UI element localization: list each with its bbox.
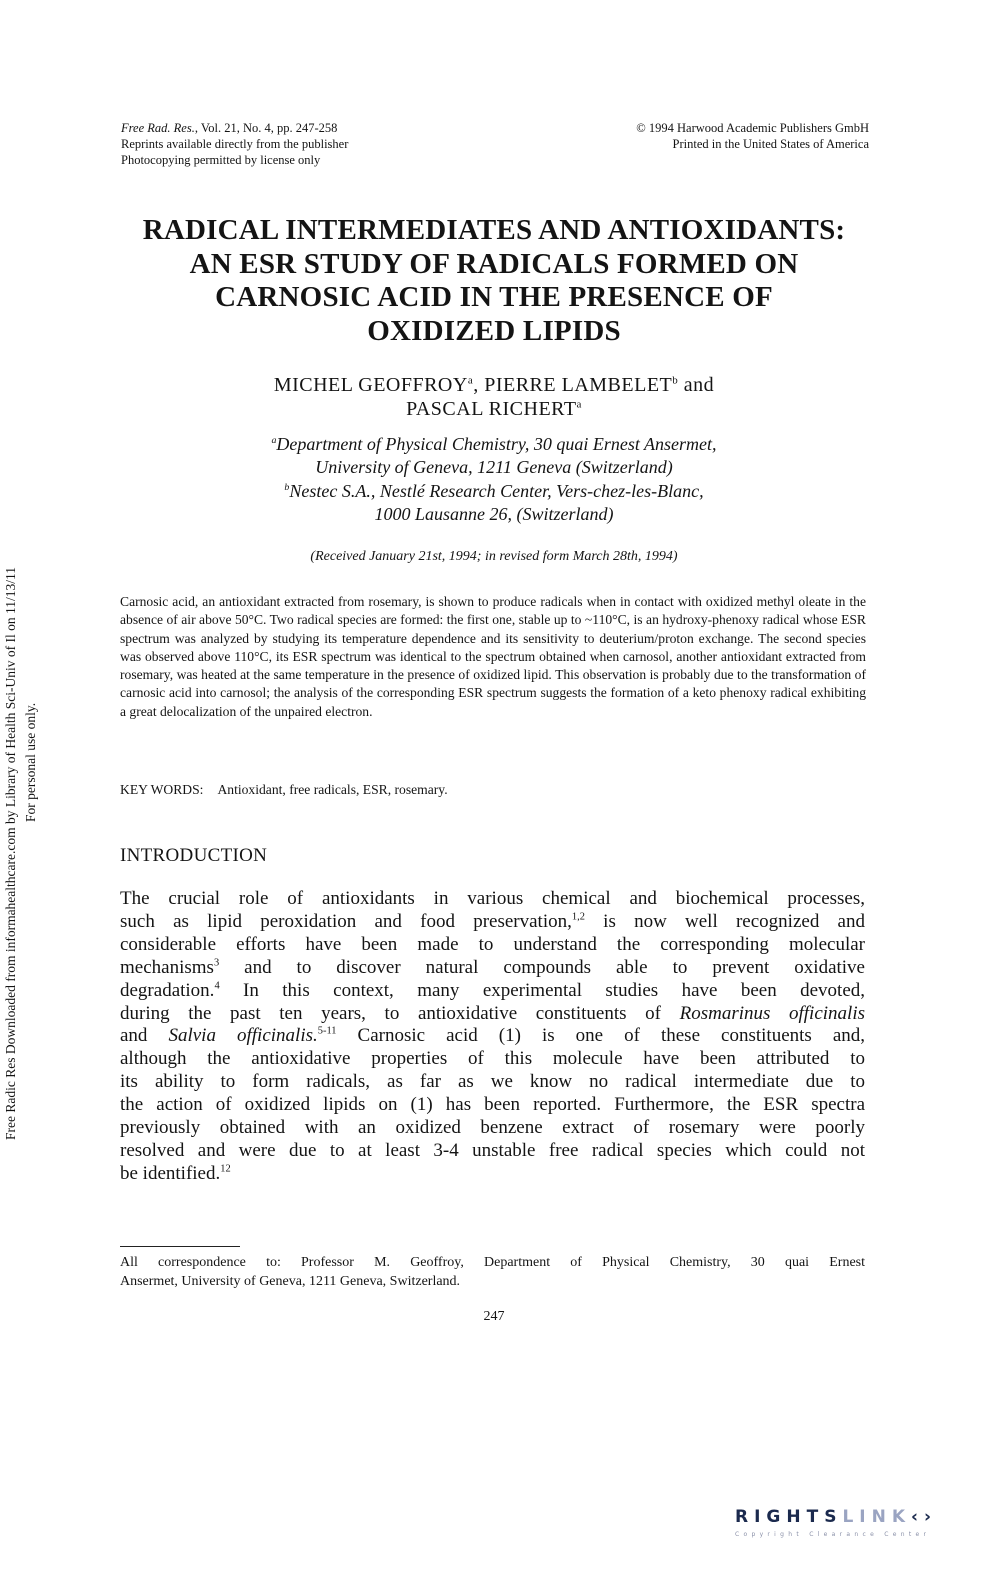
text-run: and [120, 1025, 169, 1047]
section-heading: INTRODUCTION [120, 845, 268, 866]
affil-mark: a [271, 435, 277, 446]
header-right [540, 120, 869, 152]
citation [121, 120, 541, 136]
author-name: MICHEL GEOFFROY [273, 374, 468, 396]
species-name: Rosmarinus officinalis [679, 1002, 865, 1024]
body-line: considerable efforts have been made to understand the corresponding molecular [120, 933, 865, 955]
copyright-notice: © 1994 Harwood Academic Publishers GmbH [636, 121, 869, 135]
affiliation-a-cont: University of Geneva, 1211 Geneva (Switzerland) [315, 457, 673, 478]
keywords-value: Antioxidant, free radicals, ESR, rosemary. [217, 782, 448, 797]
affiliations [100, 433, 888, 526]
body-line: the action of oxidized lipids on (1) has been reported. Furthermore, the ESR spectra [120, 1094, 865, 1116]
rightslink-logo[interactable] [735, 1507, 970, 1547]
citation-ref: 3 [213, 957, 220, 969]
body-line [120, 957, 865, 980]
footnote-line: All correspondence to: Professor M. Geoffroy, Department of Physical Chemistry, 30 quai Ernest [120, 1255, 865, 1270]
text-run: such as lipid peroxidation and food preservation, [120, 910, 572, 932]
reprints-note: Reprints available directly from the publisher [121, 137, 349, 151]
photocopying-note: Photocopying permitted by license only [121, 153, 321, 167]
correspondence-footnote [120, 1253, 865, 1291]
footnote-line: Ansermet, University of Geneva, 1211 Geneva, Switzerland. [120, 1274, 461, 1289]
logo-part: LINK [842, 1507, 911, 1527]
received-dates: (Received January 21st, 1994; in revised form March 28th, 1994) [310, 549, 678, 564]
logo-arrows-icon: ‹› [911, 1507, 938, 1527]
body-line [120, 1003, 865, 1026]
body-line: although the antioxidative properties of this molecule have been attributed to [120, 1048, 865, 1070]
body-line [120, 980, 865, 1003]
header-left [121, 120, 541, 168]
affiliation-a [100, 433, 888, 456]
page-number: 247 [483, 1309, 505, 1324]
text-run: Carnosic acid (1) is one of these constituents and, [336, 1025, 866, 1047]
author-list [100, 373, 888, 421]
body-line: The crucial role of antioxidants in various chemical and biochemical processes, [120, 888, 865, 909]
species-name: Salvia officinalis. [168, 1025, 318, 1047]
citation-ref: 12 [220, 1163, 231, 1175]
watermark-line: For personal use only. [23, 702, 38, 822]
title-line: RADICAL INTERMEDIATES AND ANTIOXIDANTS: [142, 214, 846, 246]
body-line [120, 1163, 865, 1186]
authors-line-2 [100, 397, 888, 421]
text-run: mechanisms [120, 956, 214, 978]
author-name: , PIERRE LAMBELET [473, 374, 673, 396]
journal-name: Free Rad. Res. [121, 121, 195, 135]
watermark-line: Free Radic Res Downloaded from informahealthcare.com by Library of Health Sci-Univ of Il on 11/13/11 [3, 567, 18, 1140]
body-line: previously obtained with an oxidized benzene extract of rosemary were poorly [120, 1117, 865, 1139]
keywords [120, 781, 448, 799]
printed-notice: Printed in the United States of America [672, 137, 869, 151]
body-line [120, 1025, 865, 1048]
author-name: PASCAL RICHERT [406, 398, 577, 420]
title-line: AN ESR STUDY OF RADICALS FORMED ON [189, 247, 799, 280]
affiliation-text: Department of Physical Chemistry, 30 quai Ernest Ansermet, [276, 434, 717, 454]
author-affil-mark: a [467, 374, 474, 387]
title-line: OXIDIZED LIPIDS [367, 314, 621, 347]
abstract: Carnosic acid, an antioxidant extracted from rosemary, is shown to produce radicals when in contact with oxidized methyl oleate in the absence of air above 50°C. Two radical species are formed: the first one, stable up to ~110°C, is an hydroxy-phenoxy radical whose ESR spectrum was analyzed by studying its temperature dependence and its sensitivity to deuterium/proton exchange. The second species was observed above 110°C, its ESR spectrum was identical to the spectrum obtained when carnosol, another antioxidant extracted from rosemary, was heated at the same temperature in the presence of oxidized lipid. This observation is probably due to the transformation of carnosic acid into carnosol; the analysis of the corresponding ESR spectrum suggests the formation of a keto phenoxy radical exhibiting a great delocalization of the unpaired electron. [120, 594, 866, 719]
citation-ref: 4 [214, 980, 220, 992]
affiliation-text: Nestec S.A., Nestlé Research Center, Vers-chez-les-Blanc, [289, 480, 704, 501]
authors-line-1 [100, 373, 888, 397]
citation-ref: 5-11 [317, 1026, 337, 1038]
keywords-label: KEY WORDS: [120, 782, 204, 797]
author-affil-mark: a [576, 398, 582, 411]
citation-details: , Vol. 21, No. 4, pp. 247-258 [194, 121, 338, 135]
text-run: be identified. [120, 1162, 221, 1184]
footnote-rule [120, 1246, 240, 1247]
author-conjunction: and [678, 374, 715, 396]
body-line: resolved and were due to at least 3-4 unstable free radical species which could not [120, 1139, 865, 1161]
download-watermark [0, 0, 40, 1573]
text-run: degradation. [120, 979, 215, 1001]
affil-mark: b [284, 481, 290, 493]
body-line [120, 911, 865, 934]
text-run: is now well recognized and [584, 910, 865, 932]
introduction-body [120, 888, 865, 1186]
title-line: CARNOSIC ACID IN THE PRESENCE OF [215, 281, 773, 313]
logo-subtitle: Copyright Clearance Center [735, 1531, 931, 1538]
text-run: and to discover natural compounds able to prevent oxidative [219, 956, 865, 978]
affiliation-b [100, 480, 888, 503]
article-title [100, 214, 888, 348]
affiliation-b-cont: 1000 Lausanne 26, (Switzerland) [374, 503, 614, 524]
text-run: during the past ten years, to antioxidative constituents of [120, 1002, 680, 1024]
citation-ref: 1,2 [571, 911, 585, 923]
text-run: In this context, many experimental studies have been devoted, [219, 979, 865, 1001]
logo-part: RIGHTS [735, 1507, 843, 1527]
logo-wordmark [735, 1507, 937, 1527]
body-line: its ability to form radicals, as far as we know no radical intermediate due to [120, 1071, 865, 1093]
author-affil-mark: b [672, 374, 679, 387]
